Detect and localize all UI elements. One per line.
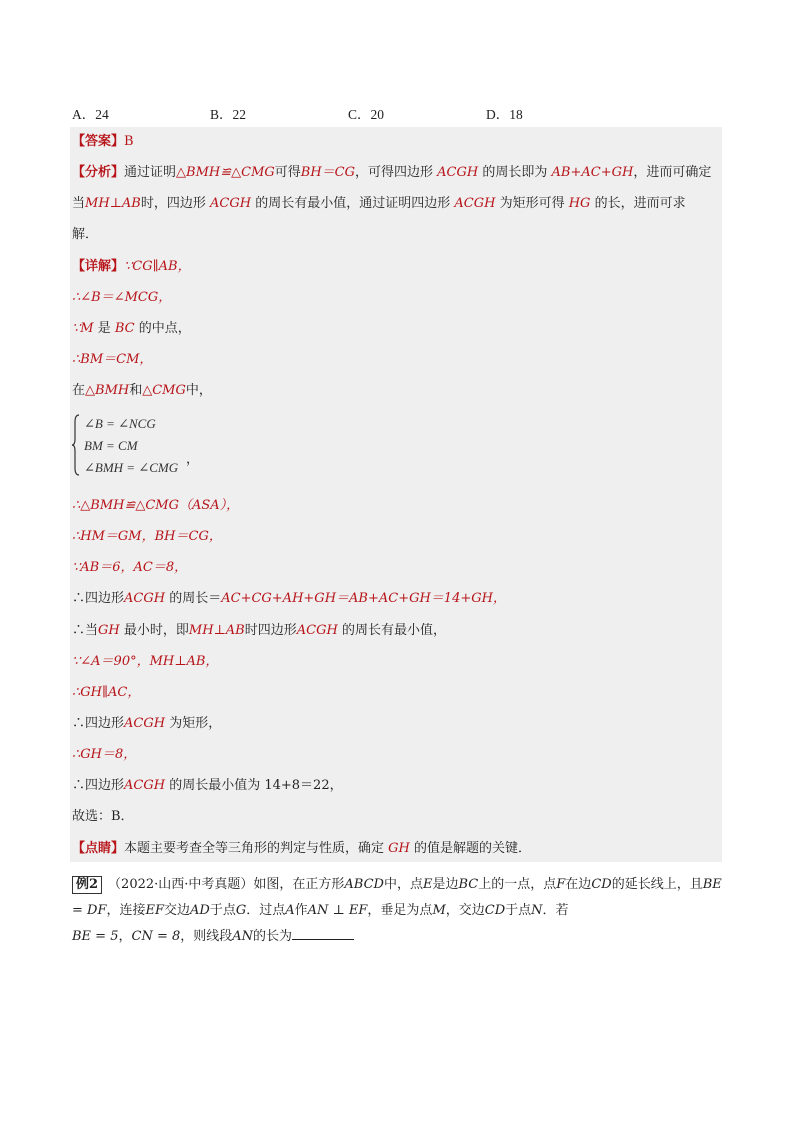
formula: AC+CG+AH+GH＝AB+AC+GH＝14+GH， (221, 591, 506, 606)
text: 作 (294, 903, 308, 918)
text: 为矩形可得 (499, 196, 565, 211)
formula: BH＝CG (300, 165, 356, 180)
detail-line-3 (72, 318, 722, 340)
answer-line (72, 131, 722, 153)
detail-line-2: ∴∠B＝∠MCG， (72, 290, 172, 305)
formula: △BMH≌△CMG (176, 165, 275, 180)
formula: CD (484, 903, 506, 918)
text: ， (118, 929, 132, 944)
text: 的周长有最小值， (341, 623, 446, 638)
text: 的周长即为 (482, 165, 548, 180)
detail-line-4: ∴BM＝CM， (72, 352, 153, 367)
text: 和 (129, 383, 143, 398)
detail-line-1 (72, 256, 722, 278)
text: ，交边 (445, 903, 485, 918)
analysis-line-1 (72, 162, 722, 184)
formula: HG (568, 196, 591, 211)
analysis-tag: 【分析】 (72, 165, 125, 180)
text: 在边 (565, 877, 592, 892)
example-2 (72, 872, 722, 950)
text: ，可得四边形 (355, 165, 434, 180)
brace-comma: ， (186, 452, 200, 467)
formula: F (556, 877, 566, 892)
formula: ACGH (124, 716, 166, 731)
detail-line-6: ∴△BMH≌△CMG（ASA）， (72, 498, 240, 513)
formula: AN (232, 929, 254, 944)
formula: ∵M (72, 321, 94, 336)
formula: GH (388, 841, 410, 856)
text: ，连接 (106, 903, 146, 918)
detail-line-8: ∵AB＝6，AC＝8， (72, 560, 188, 575)
formula: MH⊥AB (188, 623, 245, 638)
text: ，则线段 (180, 929, 233, 944)
choice-c: C．20 (348, 107, 385, 122)
detail-line-9 (72, 588, 722, 610)
text: 上的一点，点 (478, 877, 557, 892)
formula: E (422, 877, 433, 892)
formula: BE = DF (72, 877, 722, 918)
text: ．若 (542, 903, 569, 918)
formula: ABCD (344, 877, 384, 892)
text: 的长，进而可求 (594, 196, 686, 211)
formula: ACGH (124, 778, 166, 793)
text: ．过点 (246, 903, 286, 918)
answer-value: B (124, 134, 134, 149)
formula: G (235, 903, 247, 918)
analysis-line-3 (72, 224, 722, 246)
left-brace-icon (72, 414, 80, 476)
detail-line-7: ∴HM＝GM，BH＝CG， (72, 529, 222, 544)
text: 是边 (432, 877, 459, 892)
detail-tag: 【详解】 (72, 259, 125, 274)
text: 的周长＝ (169, 591, 222, 606)
text: ∴当 (72, 623, 99, 638)
text: 最小时，即 (123, 623, 189, 638)
detail-line-16: 故选：B． (72, 809, 134, 824)
comment-tag: 【点睛】 (72, 841, 125, 856)
text: 可得 (274, 165, 301, 180)
text: 中，点 (383, 877, 423, 892)
example-tag: 例2 (72, 876, 102, 894)
formula: CD (591, 877, 612, 892)
text: 时，四边形 (140, 196, 206, 211)
formula: EF (145, 903, 164, 918)
formula: BC (114, 321, 135, 336)
formula: ACGH (296, 623, 338, 638)
formula: ACGH (210, 196, 252, 211)
text: 解． (72, 227, 99, 242)
text: 为矩形， (169, 716, 222, 731)
text: 当 (72, 196, 86, 211)
text: 交边 (164, 903, 191, 918)
formula: GH (98, 623, 120, 638)
answer-blank[interactable] (292, 925, 354, 940)
formula: A (285, 903, 295, 918)
formula: △CMG (142, 383, 186, 398)
text: 是 (97, 321, 111, 336)
text: ∴四边形 (72, 716, 125, 731)
text: 的延长线上，且 (611, 877, 703, 892)
detail-line-14: ∴GH＝8， (72, 747, 137, 762)
formula: ACGH (437, 165, 479, 180)
text: 在 (72, 383, 86, 398)
text: 本题主要考查全等三角形的判定与性质，确定 (124, 841, 385, 856)
formula: N (531, 903, 543, 918)
formula: BC (458, 877, 479, 892)
text: 的周长最小值为 14+8＝22， (169, 778, 343, 793)
detail-line-11: ∵∠A＝90°，MH⊥AB， (72, 654, 219, 669)
text: 于点 (209, 903, 236, 918)
text: 的值是解题的关键． (414, 841, 532, 856)
text: ，进而可确定 (633, 165, 712, 180)
formula: AB+AC+GH (551, 165, 634, 180)
formula: CN = 8 (131, 929, 181, 944)
text: ，垂足为点 (367, 903, 433, 918)
text: ∴四边形 (72, 778, 125, 793)
choice-d: D．18 (486, 107, 523, 122)
text: 通过证明 (124, 165, 177, 180)
detail-line-10 (72, 620, 722, 642)
formula: ∵CG∥AB， (124, 259, 191, 274)
comment-line (72, 838, 722, 860)
detail-line-15 (72, 775, 722, 797)
text: ∴四边形 (72, 591, 125, 606)
text: 于点 (505, 903, 532, 918)
detail-line-12: ∴GH∥AC， (72, 685, 141, 700)
text: 中， (185, 383, 212, 398)
answer-choices (72, 103, 722, 123)
choice-a: A．24 (72, 107, 109, 122)
formula: △BMH (85, 383, 130, 398)
text: （2022·山西·中考真题）如图，在正方形 (108, 877, 345, 892)
formula: M (432, 903, 446, 918)
analysis-line-2 (72, 193, 722, 215)
text: 的周长有最小值，通过证明四边形 (255, 196, 451, 211)
formula: BE = 5 (72, 929, 119, 944)
equation-line: ∠BMH = ∠CMG (84, 460, 179, 475)
detail-line-13 (72, 713, 722, 735)
equation-system (72, 414, 272, 480)
formula: MH⊥AB (85, 196, 141, 211)
formula: ACGH (454, 196, 496, 211)
text: 时四边形 (244, 623, 297, 638)
choice-b: B．22 (210, 107, 247, 122)
equation-line: BM = CM (84, 438, 138, 453)
formula: AN ⊥ EF (307, 903, 368, 918)
formula: AD (190, 903, 210, 918)
text: 的中点， (138, 321, 191, 336)
text: 的长为 (253, 929, 293, 944)
answer-tag: 【答案】 (72, 134, 125, 149)
formula: ACGH (124, 591, 166, 606)
detail-line-5 (72, 380, 722, 402)
equation-line: ∠B = ∠NCG (84, 416, 156, 431)
